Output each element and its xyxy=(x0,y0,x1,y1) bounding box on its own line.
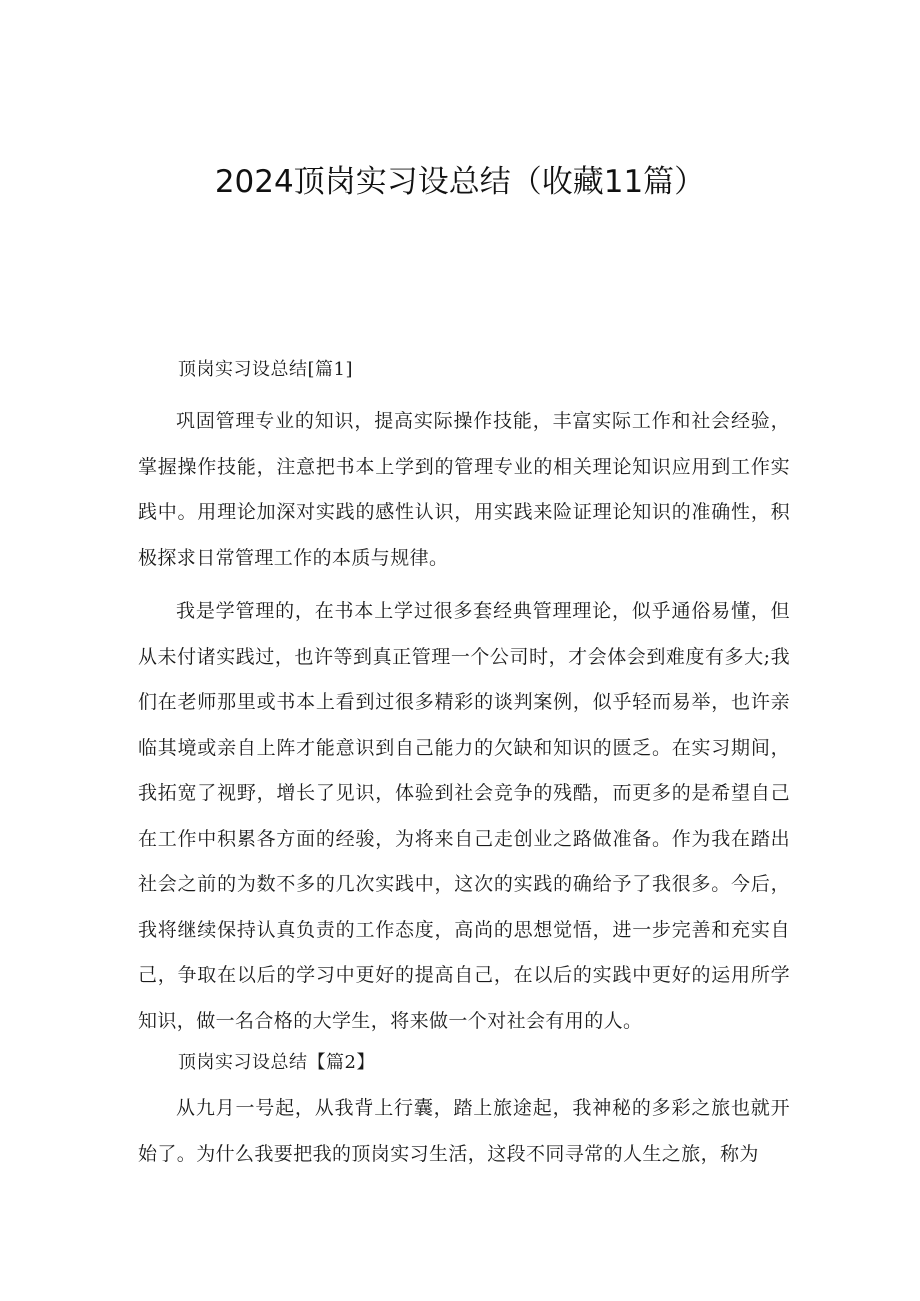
section-heading-2: 顶岗实习设总结【篇2】 xyxy=(178,1052,375,1073)
document-title: 2024顶岗实习设总结（收藏11篇） xyxy=(214,164,706,200)
section-heading-1: 顶岗实习设总结[篇1] xyxy=(178,359,353,380)
document-body xyxy=(138,355,790,1177)
paragraph: 我是学管理的，在书本上学过很多套经典管理理论，似乎通俗易懂，但从未付诸实践过，也许等到真正管理一个公司时，才会体会到难度有多大;我们在老师那里或书本上看到过很多精彩的谈判案例，似乎轻而易举，也许亲临其境或亲自上阵才能意识到自己能力的欠缺和知识的匮乏。在实习期间，我拓宽了视野，增长了见识，体验到社会竞争的残酷，而更多的是希望自己在工作中积累各方面的经骏，为将来自己走创业之路做准备。作为我在踏出社会之前的为数不多的几次实践中，这次的实践的确给予了我很多。今后，我将继续保持认真负责的工作态度，高尚的思想觉悟，进一步完善和充实自己，争取在以后的学习中更好的提高自己，在以后的实践中更好的运用所学知识，做一名合格的大学生，将来做一个对社会有用的人。 xyxy=(138,600,790,1032)
paragraph: 巩固管理专业的知识，提高实际操作技能，丰富实际工作和社会经验，掌握操作技能，注意把书本上学到的管理专业的相关理论知识应用到工作实践中。用理论加深对实践的感性认识，用实践来险证理论知识的准确性，积极探求日常管理工作的本质与规律。 xyxy=(138,410,790,569)
paragraph: 从九月一号起，从我背上行囊，踏上旅途起，我神秘的多彩之旅也就开始了。为什么我要把我的顶岗实习生活，这段不同寻常的人生之旅，称为 xyxy=(138,1097,790,1165)
